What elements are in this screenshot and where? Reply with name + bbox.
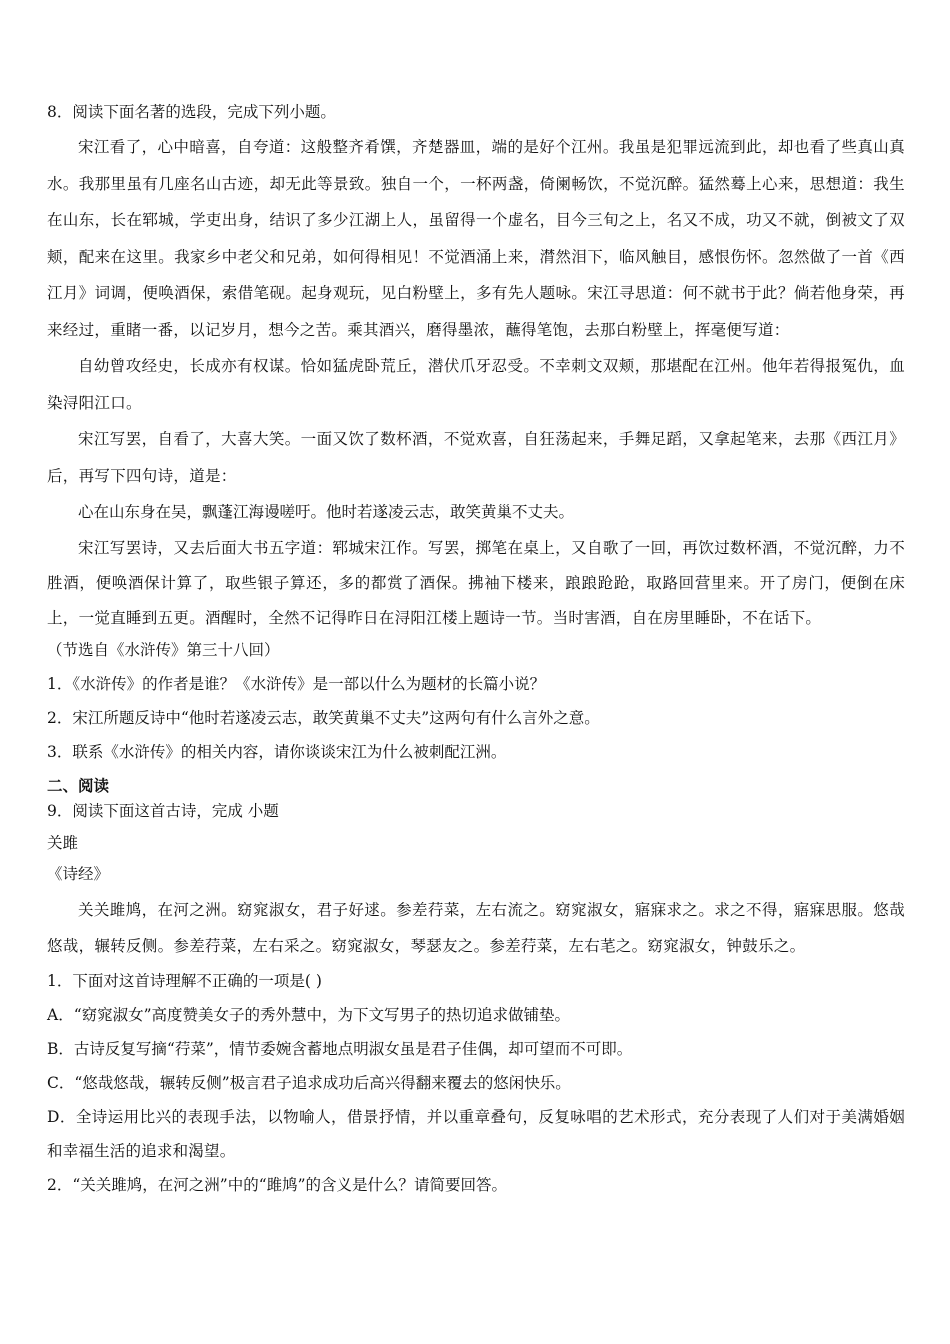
q9-option-c: C．“悠哉悠哉，辗转反侧”极言君子追求成功后高兴得翻来覆去的悠闲快乐。	[47, 1073, 571, 1092]
q8-passage-3: 宋江写罢诗，又去后面大书五字道：郓城宋江作。写罢，掷笔在桌上，又自歌了一回，再饮过数杯酒，不觉沉醉，力不胜酒，便唤酒保计算了，取些银子算还，多的都赏了酒保。拂袖下楼来，踉踉跄跄，取路回营里来。开了房门，便倒在床上，一觉直睡到五更。酒醒时，全然不记得昨日在浔阳江楼上题诗一节。当时害酒，自在房里睡卧，不在话下。	[47, 538, 905, 627]
q9-sub-question-2: 2．“关关雎鸠，在河之洲”中的“雎鸠”的含义是什么？请简要回答。	[47, 1175, 508, 1194]
q8-question-2: 2．宋江所题反诗中“他时若遂凌云志，敢笑黄巢不丈夫”这两句有什么言外之意。	[47, 708, 600, 727]
exam-page	[47, 98, 905, 1202]
q8-source: （节选自《水浒传》第三十八回）	[47, 640, 280, 659]
q9-prompt: 9．阅读下面这首古诗，完成 小题	[47, 801, 279, 820]
q9-option-b: B．古诗反复写摘“荇菜”，情节委婉含蓄地点明淑女虽是君子佳偶，却可望而不可即。	[47, 1039, 633, 1058]
q9-poem-text: 关关雎鸠，在河之洲。窈窕淑女，君子好逑。参差荇菜，左右流之。窈窕淑女，寤寐求之。求之不得，寤寐思服。悠哉悠哉，辗转反侧。参差荇菜，左右采之。窈窕淑女，琴瑟友之。参差荇菜，左右芼之。窈窕淑女，钟鼓乐之。	[47, 900, 905, 955]
q8-question-3: 3．联系《水浒传》的相关内容，请你谈谈宋江为什么被刺配江洲。	[47, 742, 507, 761]
q9-sub-question-1: 1．下面对这首诗理解不正确的一项是( )	[47, 971, 322, 990]
q8-question-1: 1．《水浒传》的作者是谁？《水浒传》是一部以什么为题材的长篇小说？	[47, 674, 546, 693]
q8-prompt: 8．阅读下面名著的选段，完成下列小题。	[47, 103, 336, 121]
q8-poem-xijiangyue: 自幼曾攻经史，长成亦有权谋。恰如猛虎卧荒丘，潜伏爪牙忍受。不幸刺文双颊，那堪配在江州。他年若得报冤仇，血染浔阳江口。	[47, 357, 905, 412]
q9-poem-book: 《诗经》	[47, 864, 110, 883]
q8-passage-2: 宋江写罢，自看了，大喜大笑。一面又饮了数杯酒，不觉欢喜，自狂荡起来，手舞足蹈，又拿起笔来，去那《西江月》后，再写下四句诗，道是：	[47, 430, 905, 485]
q8-poem-four-lines: 心在山东身在吴，飘蓬江海谩嗟吁。他时若遂凌云志，敢笑黄巢不丈夫。	[78, 503, 575, 521]
q8-passage-1: 宋江看了，心中暗喜，自夸道：这般整齐肴馔，齐楚器皿，端的是好个江州。我虽是犯罪远流到此，却也看了些真山真水。我那里虽有几座名山古迹，却无此等景致。独自一个，一杯两盏，倚阑畅饮，不觉沉醉。猛然蓦上心来，思想道：我生在山东，长在郓城，学吏出身，结识了多少江湖上人，虽留得一个虚名，目今三旬之上，名又不成，功又不就，倒被文了双颊，配来在这里。我家乡中老父和兄弟，如何得相见！不觉酒涌上来，潸然泪下，临风触目，感恨伤怀。忽然做了一首《西江月》词调，便唤酒保，索借笔砚。起身观玩，见白粉壁上，多有先人题咏。宋江寻思道：何不就书于此？倘若他身荣，再来经过，重睹一番，以记岁月，想今之苦。乘其酒兴，磨得墨浓，蘸得笔饱，去那白粉壁上，挥毫便写道：	[47, 138, 905, 339]
q9-poem-title: 关雎	[47, 833, 79, 852]
section-heading-reading: 二、阅读	[47, 776, 110, 795]
q9-option-a: A．“窈窕淑女”高度赞美女子的秀外慧中，为下文写男子的热切追求做铺垫。	[47, 1005, 571, 1024]
q9-option-d: D．全诗运用比兴的表现手法，以物喻人，借景抒情，并以重章叠句，反复咏唱的艺术形式，充分表现了人们对于美满婚姻和幸福生活的追求和渴望。	[47, 1107, 905, 1160]
